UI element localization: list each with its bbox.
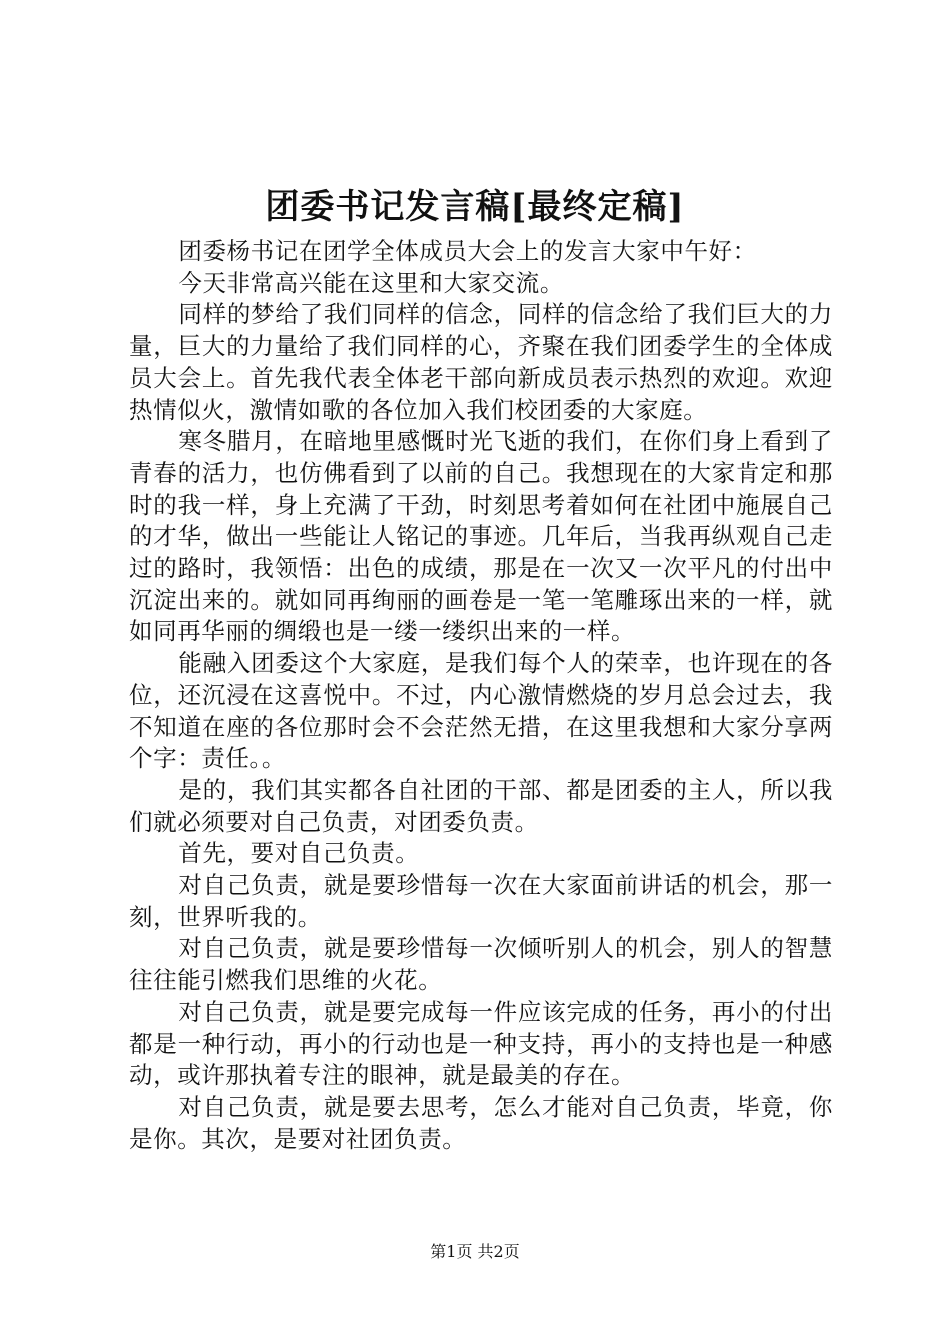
paragraph-intro: 今天非常高兴能在这里和大家交流。: [178, 268, 564, 297]
paragraph-self-think: 对自己负责，就是要去思考，怎么才能对自己负责，毕竟，你是你。其次，是要对社团负责。: [129, 1092, 833, 1153]
paragraph-masters: 是的，我们其实都各自社团的干部、都是团委的主人，所以我们就必须要对自己负责，对团委负责。: [129, 775, 833, 836]
paragraph-welcome: 同样的梦给了我们同样的信念，同样的信念给了我们巨大的力量，巨大的力量给了我们同样的心，齐聚在我们团委学生的全体成员大会上。首先我代表全体老干部向新成员表示热烈的欢迎。欢迎热情似火，激情如歌的各位加入我们校团委的大家庭。: [129, 300, 833, 424]
paragraph-first-point: 首先，要对自己负责。: [178, 839, 420, 868]
page-footer: 第1页 共2页: [430, 1242, 520, 1261]
paragraph-responsibility: 能融入团委这个大家庭，是我们每个人的荣幸，也许现在的各位，还沉浸在这喜悦中。不过，内心激情燃烧的岁月总会过去，我不知道在座的各位那时会不会茫然无措，在这里我想和大家分享两个字：责任。。: [129, 649, 833, 773]
document-body: [129, 236, 833, 1155]
paragraph-reflection: 寒冬腊月，在暗地里感慨时光飞逝的我们，在你们身上看到了青春的活力，也仿佛看到了以前的自己。我想现在的大家肯定和那时的我一样，身上充满了干劲，时刻思考着如何在社团中施展自己的才华，做出一些能让人铭记的事迹。几年后，当我再纵观自己走过的路时，我领悟：出色的成绩，那是在一次又一次平凡的付出中沉淀出来的。就如同再绚丽的画卷是一笔一笔雕琢出来的一样，就如同再华丽的绸缎也是一缕一缕织出来的一样。: [129, 427, 833, 646]
paragraph-self-speak: 对自己负责，就是要珍惜每一次在大家面前讲话的机会，那一刻，世界听我的。: [129, 871, 833, 931]
document-title: 团委书记发言稿[最终定稿]: [265, 187, 685, 227]
paragraph-self-tasks: 对自己负责，就是要完成每一件应该完成的任务，再小的付出都是一种行动，再小的行动也是一种支持，再小的支持也是一种感动，或许那执着专注的眼神，就是最美的存在。: [129, 997, 833, 1090]
paragraph-self-listen: 对自己负责，就是要珍惜每一次倾听别人的机会，别人的智慧往往能引燃我们思维的火花。: [129, 934, 833, 995]
paragraph-greeting: 团委杨书记在团学全体成员大会上的发言大家中午好：: [178, 237, 757, 265]
